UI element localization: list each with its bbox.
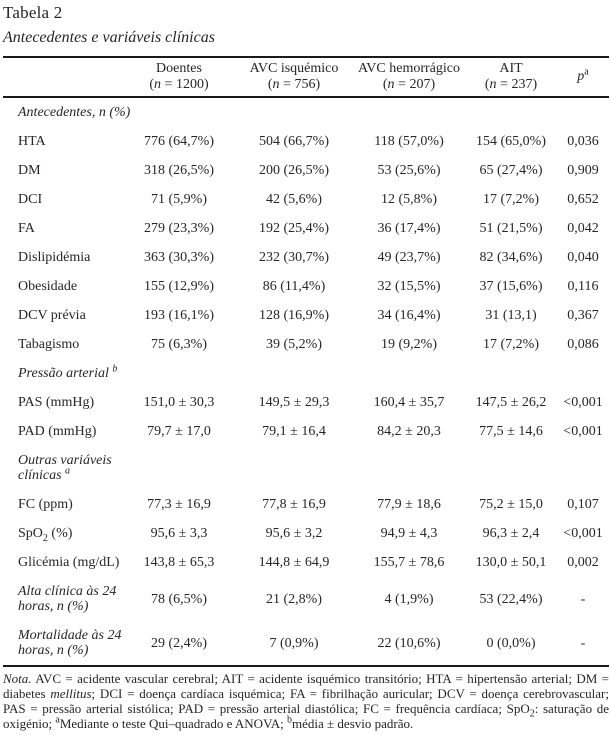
cell-value: 0,116	[567, 279, 599, 294]
cell-value: 776 (64,7%)	[144, 134, 214, 149]
cell-value: 39 (5,2%)	[266, 337, 322, 352]
cell-value: 22 (10,6%)	[377, 635, 441, 651]
section-label: Pressão arterial $^b$	[18, 363, 118, 381]
empty-header-cell	[3, 57, 123, 97]
table-row	[3, 156, 609, 185]
table-row	[3, 490, 609, 519]
cell-value: 0,036	[567, 134, 599, 149]
cell-value: 95,6 ± 3,2	[265, 526, 323, 541]
cell-value: -	[580, 591, 586, 607]
table-row	[3, 621, 609, 666]
cell-value: 94,9 ± 4,3	[380, 526, 438, 541]
cell-value: 82 (34,6%)	[479, 250, 543, 265]
cell-value: 193 (16,1%)	[144, 308, 214, 323]
cell-value: 155,7 ± 78,6	[373, 555, 445, 570]
cell-value: 77,8 ± 16,9	[262, 497, 326, 512]
cell-value: 49 (23,7%)	[377, 250, 441, 265]
cell-value: -	[580, 635, 586, 651]
row-label: DCV prévia	[18, 308, 86, 323]
cell-value: 53 (25,6%)	[377, 163, 441, 178]
section-label: Antecedentes, n (%)	[18, 105, 131, 120]
row-label: Glicémia (mg/dL)	[18, 555, 120, 570]
empty-cells	[123, 446, 609, 490]
cell-value: 118 (57,0%)	[374, 134, 444, 149]
cell-value: 279 (23,3%)	[144, 221, 214, 236]
row-label: PAS (mmHg)	[18, 395, 95, 410]
cell-value: 128 (16,9%)	[259, 308, 329, 323]
table-row	[3, 330, 609, 359]
table-row	[3, 301, 609, 330]
cell-value: 86 (11,4%)	[262, 279, 326, 294]
cell-value: 51 (21,5%)	[479, 221, 543, 236]
cell-value: 200 (26,5%)	[259, 163, 329, 178]
cell-value: 77,5 ± 14,6	[479, 424, 543, 439]
row-label: Mortalidade às 24 horas, n (%)	[18, 628, 122, 658]
section-row	[3, 97, 609, 127]
section-row	[3, 446, 609, 490]
cell-value: 75 (6,3%)	[151, 337, 207, 352]
row-label: Dislipidémia	[18, 250, 91, 265]
cell-value: 53 (22,4%)	[479, 591, 543, 607]
cell-value: <0,001	[563, 424, 603, 439]
cell-value: 0,909	[567, 163, 599, 178]
cell-value: 192 (25,4%)	[259, 221, 329, 236]
cell-value: 363 (30,3%)	[144, 250, 214, 265]
cell-value: 29 (2,4%)	[151, 635, 207, 651]
row-label: FC (ppm)	[18, 497, 73, 512]
empty-cells	[123, 97, 609, 127]
cell-value: 318 (26,5%)	[144, 163, 214, 178]
cell-value: 78 (6,5%)	[151, 591, 207, 607]
cell-value: 79,7 ± 17,0	[147, 424, 211, 439]
column-header: Doentes (n = 1200)	[149, 61, 209, 92]
table-row	[3, 548, 609, 577]
cell-value: <0,001	[563, 526, 603, 541]
cell-value: 21 (2,8%)	[266, 591, 322, 607]
cell-value: 77,3 ± 16,9	[147, 497, 211, 512]
cell-value: 4 (1,9%)	[384, 591, 434, 607]
cell-value: 12 (5,8%)	[381, 192, 437, 207]
cell-value: 77,9 ± 18,6	[377, 497, 441, 512]
cell-value: 7 (0,9%)	[269, 635, 319, 651]
cell-value: 37 (15,6%)	[479, 279, 543, 294]
section-label: Outras variáveis clínicas $^a$	[18, 453, 112, 483]
cell-value: 149,5 ± 29,3	[258, 395, 330, 410]
cell-value: 0,086	[567, 337, 599, 352]
cell-value: 143,8 ± 65,3	[143, 555, 215, 570]
cell-value: 0 (0,0%)	[486, 635, 536, 651]
empty-cells	[123, 359, 609, 388]
row-label: DCI	[18, 192, 43, 207]
table-caption: Antecedentes e variáveis clínicas	[3, 29, 215, 46]
clinical-variables-table	[3, 56, 609, 667]
table-row	[3, 127, 609, 156]
cell-value: 0,002	[567, 555, 599, 570]
cell-value: 504 (66,7%)	[259, 134, 329, 149]
row-label: PAD (mmHg)	[18, 424, 97, 439]
column-header: AVC isquémico (n = 756)	[249, 61, 339, 92]
cell-value: 65 (27,4%)	[479, 163, 543, 178]
cell-value: 160,4 ± 35,7	[373, 395, 445, 410]
cell-value: 151,0 ± 30,3	[143, 395, 215, 410]
table-row	[3, 214, 609, 243]
cell-value: <0,001	[563, 395, 603, 410]
cell-value: 79,1 ± 16,4	[262, 424, 326, 439]
section-row	[3, 359, 609, 388]
cell-value: 95,6 ± 3,3	[150, 526, 208, 541]
cell-value: 42 (5,6%)	[266, 192, 322, 207]
table-row	[3, 577, 609, 621]
table-body	[3, 97, 609, 666]
cell-value: 0,367	[567, 308, 599, 323]
table-row	[3, 272, 609, 301]
row-label: HTA	[18, 134, 46, 149]
cell-value: 17 (7,2%)	[483, 337, 539, 352]
cell-value: 147,5 ± 26,2	[475, 395, 547, 410]
cell-value: 36 (17,4%)	[377, 221, 441, 236]
table-row	[3, 243, 609, 272]
row-label: FA	[18, 221, 35, 236]
cell-value: 19 (9,2%)	[381, 337, 437, 352]
row-label: SpO$_2$ (%)	[18, 526, 73, 544]
column-header: AIT (n = 237)	[484, 61, 538, 92]
column-header: $p^a$	[577, 66, 589, 84]
cell-value: 130,0 ± 50,1	[475, 555, 547, 570]
table-row	[3, 519, 609, 548]
table-row	[3, 388, 609, 417]
cell-value: 0,652	[567, 192, 599, 207]
cell-value: 17 (7,2%)	[483, 192, 539, 207]
table-row	[3, 185, 609, 214]
table-row	[3, 417, 609, 446]
row-label: DM	[18, 163, 41, 178]
cell-value: 0,040	[567, 250, 599, 265]
row-label: Alta clínica às 24 horas, n (%)	[18, 584, 117, 614]
cell-value: 84,2 ± 20,3	[377, 424, 441, 439]
table-label: Tabela 2	[3, 3, 63, 22]
table-header-row	[3, 57, 609, 97]
cell-value: 71 (5,9%)	[151, 192, 207, 207]
column-header: AVC hemorrágico (n = 207)	[358, 61, 460, 92]
cell-value: 75,2 ± 15,0	[479, 497, 543, 512]
cell-value: 155 (12,9%)	[144, 279, 214, 294]
cell-value: 96,3 ± 2,4	[482, 526, 540, 541]
table-note: Nota. AVC = acidente vascular cerebral; AIT = acidente isquémico transitório; HTA = hipertensão arterial; DM = diabetes mellitus; DCI = doença cardíaca isquémica; FA = fibrilhação auricular; DCV = doença cerebrovascular; PAS = pressão arterial sistólica; PAD = pressão arterial diastólica; FC = frequência cardíaca; SpO$_2$: saturação de oxigénio; $^a$Mediante o teste Qui–quadrado e ANOVA; $^b$média ± desvio padrão.	[3, 671, 610, 731]
cell-value: 0,042	[567, 221, 599, 236]
cell-value: 144,8 ± 64,9	[258, 555, 330, 570]
cell-value: 34 (16,4%)	[377, 308, 441, 323]
cell-value: 154 (65,0%)	[476, 134, 546, 149]
cell-value: 32 (15,5%)	[377, 279, 441, 294]
row-label: Obesidade	[18, 279, 78, 294]
row-label: Tabagismo	[18, 337, 80, 352]
cell-value: 0,107	[567, 497, 599, 512]
cell-value: 31 (13,1)	[485, 308, 537, 323]
cell-value: 232 (30,7%)	[259, 250, 329, 265]
